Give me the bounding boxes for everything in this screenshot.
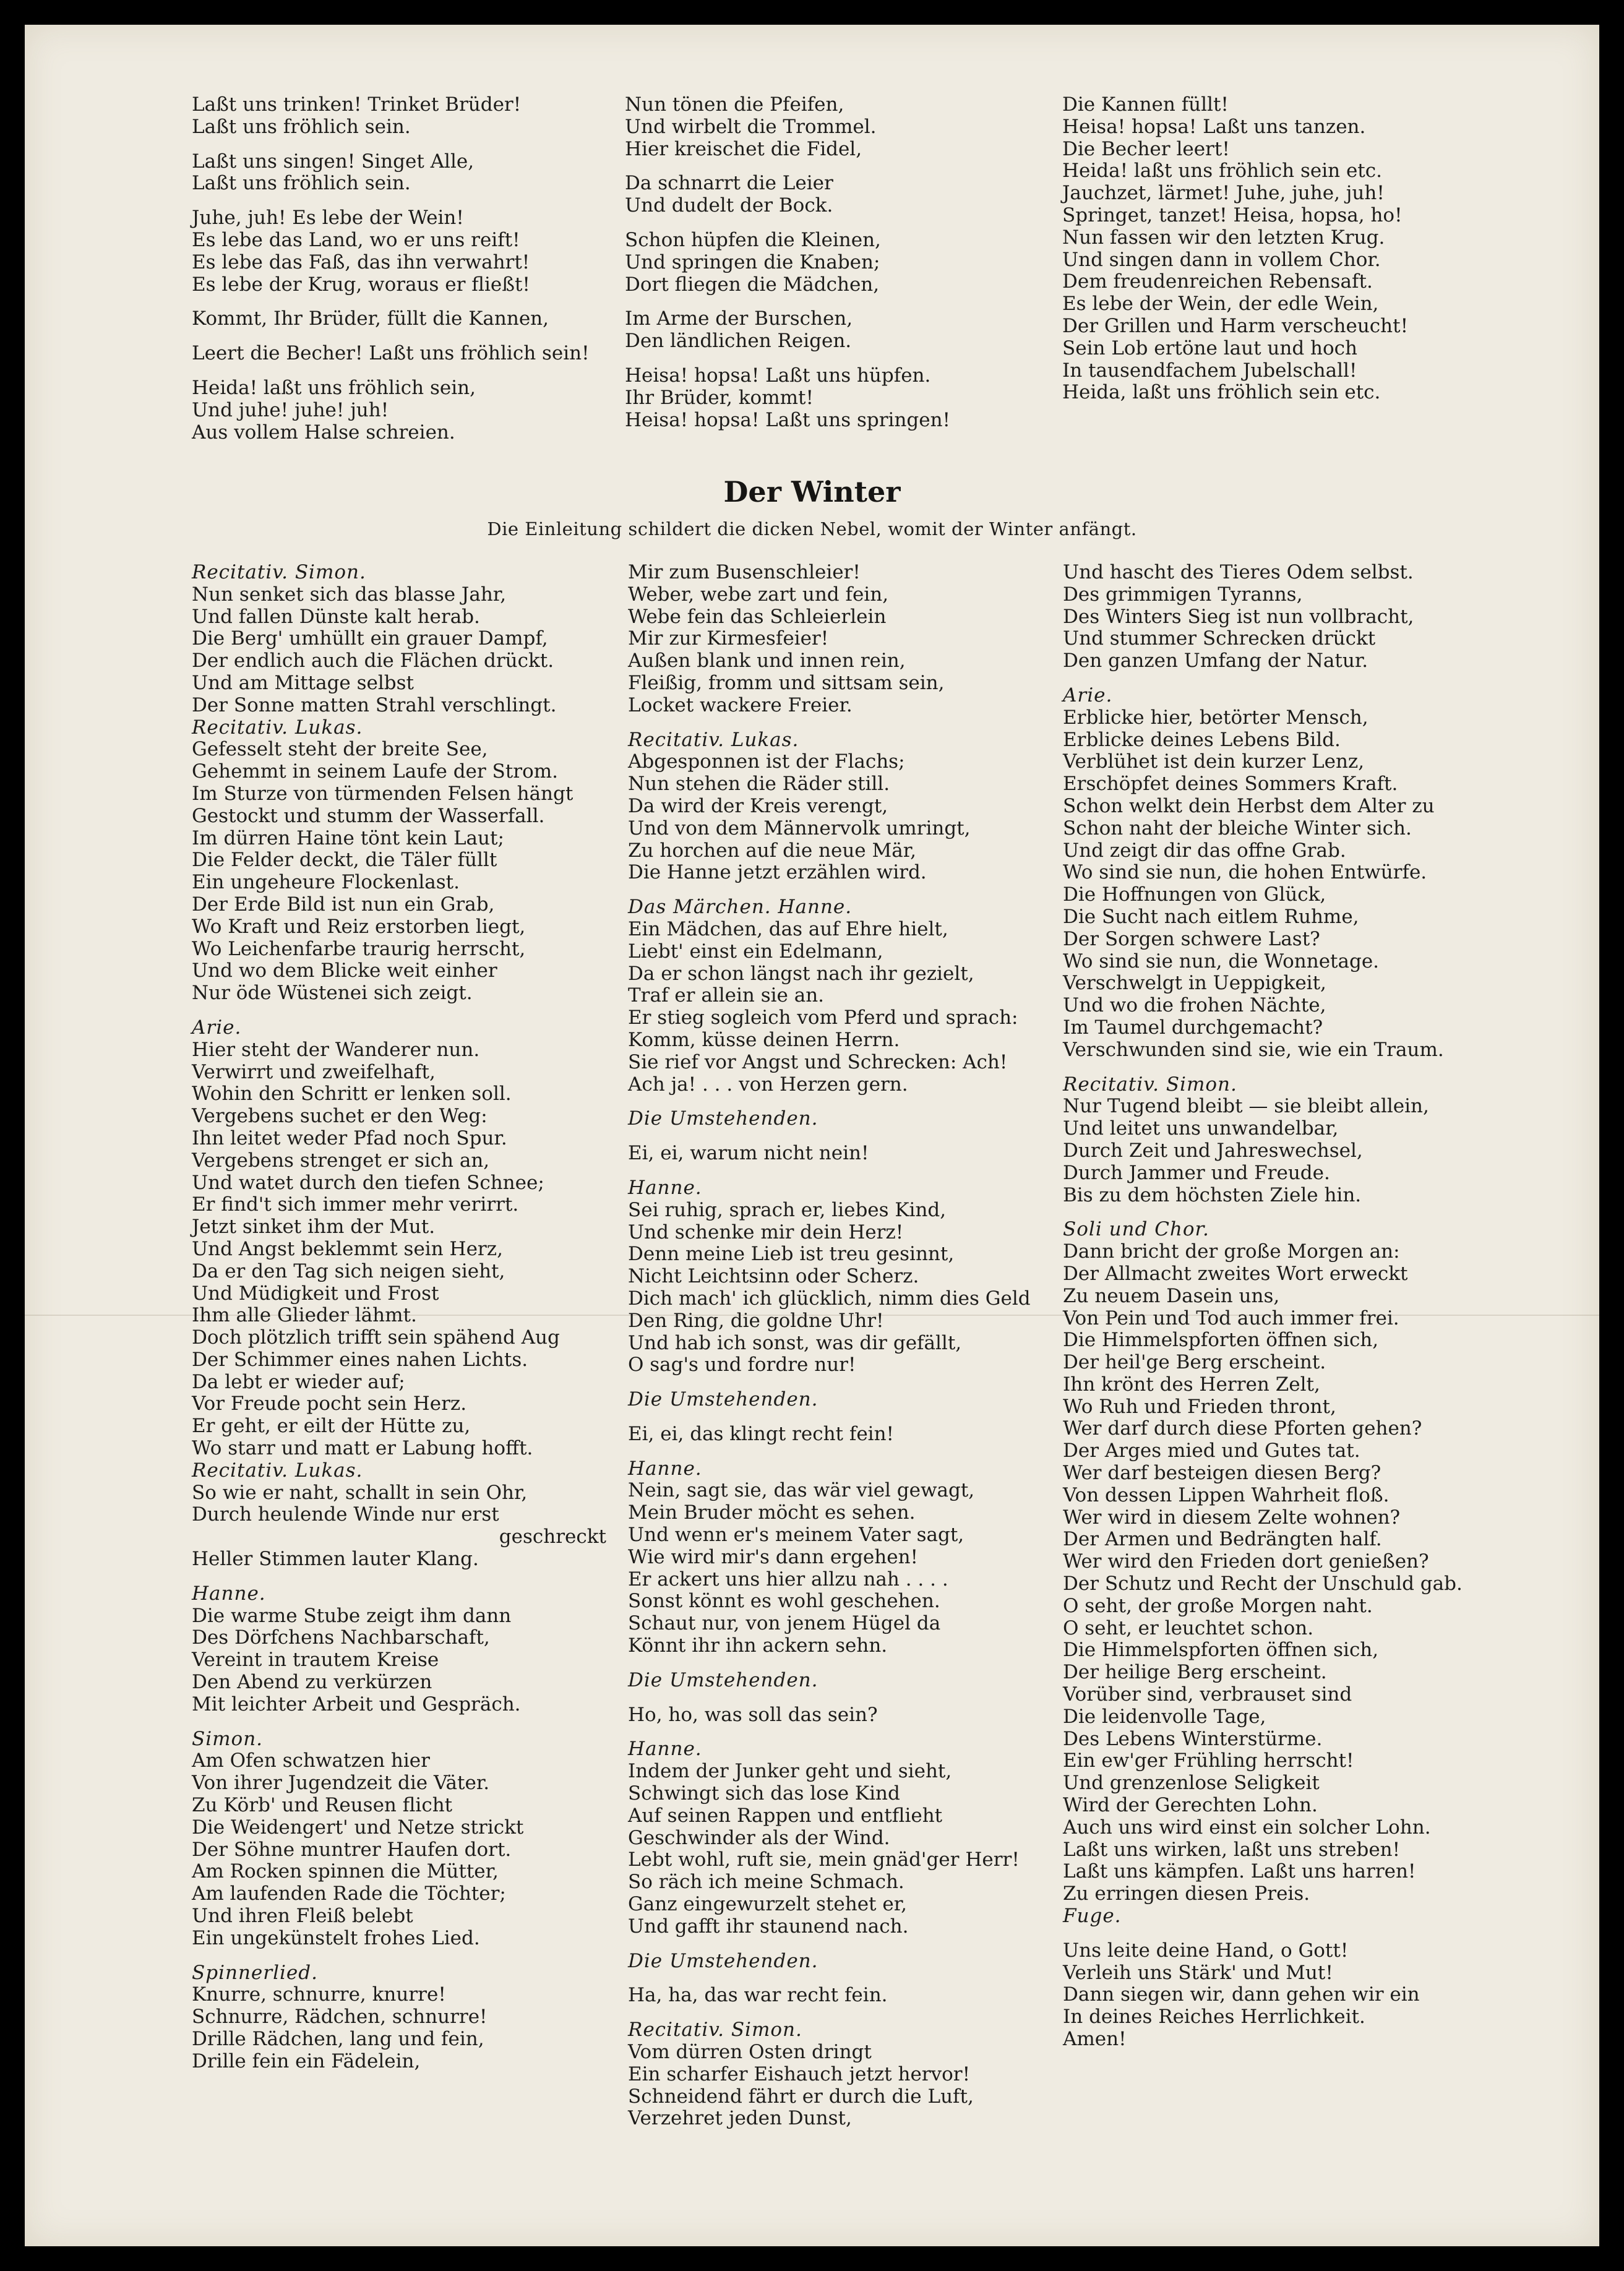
verse-line: Sei ruhig, sprach er, liebes Kind, [628, 1198, 947, 1221]
section-heading: Die Umstehenden. [628, 1949, 818, 1972]
verse-line: Auf seinen Rappen und entflieht [628, 1804, 943, 1827]
stanza-gap [628, 1657, 1031, 1670]
verse-line: Die Kannen füllt! [1062, 93, 1229, 116]
verse-line: Drille Rädchen, lang und fein, [192, 2028, 484, 2050]
verse-line: Verwirrt und zweifelhaft, [192, 1060, 436, 1083]
section-heading: Hanne. [628, 1738, 702, 1761]
verse-line: Geschwinder als der Wind. [628, 1826, 890, 1849]
verse-line: Der Schimmer eines nahen Lichts. [192, 1348, 528, 1371]
verse-line: Knurre, schnurre, knurre! [192, 1983, 446, 2006]
verse-line: Der Sonne matten Strahl verschlingt. [192, 693, 557, 716]
section-heading: Simon. [192, 1727, 264, 1750]
verse-line: O seht, er leuchtet schon. [1063, 1616, 1314, 1639]
verse-line: Vergebens suchet er den Weg: [192, 1105, 488, 1128]
stanza-gap [1063, 672, 1463, 685]
verse-line: O seht, der große Morgen naht. [1063, 1594, 1373, 1617]
stanza-gap [192, 139, 590, 151]
verse-line: Dort fliegen die Mädchen, [625, 273, 880, 296]
verse-line: Der Erde Bild ist nun ein Grab, [192, 893, 495, 916]
verse-line: Der heilige Berg erscheint. [1063, 1661, 1327, 1684]
verse-line: Und Angst beklemmt sein Herz, [192, 1237, 503, 1260]
verse-line: Ihn krönt des Herren Zelt, [1063, 1373, 1320, 1396]
verse-line: Doch plötzlich trifft sein spähend Aug [192, 1326, 560, 1349]
verse-line: Schaut nur, von jenem Hügel da [628, 1612, 941, 1635]
stanza-gap [192, 330, 590, 343]
verse-line: Der heil'ge Berg erscheint. [1063, 1351, 1326, 1374]
verse-line: Gestockt und stumm der Wasserfall. [192, 804, 545, 827]
verse-line: Der Armen und Bedrängten half. [1063, 1528, 1382, 1551]
verse-line: Nun tönen die Pfeifen, [625, 93, 844, 116]
verse-line: Jauchzet, lärmet! Juhe, juhe, juh! [1062, 182, 1385, 205]
verse-line: Die leidenvolle Tage, [1063, 1705, 1266, 1728]
verse-line: Ihn leitet weder Pfad noch Spur. [192, 1127, 507, 1149]
verse-line: Verschwunden sind sie, wie ein Traum. [1063, 1038, 1444, 1061]
verse-line: Ihr Brüder, kommt! [625, 386, 814, 409]
verse-line: Und wirbelt die Trommel. [625, 115, 877, 138]
verse-line: Und ihren Fleiß belebt [192, 1905, 413, 1928]
verse-line: Vom dürren Osten dringt [628, 2041, 872, 2064]
verse-line: Er ackert uns hier allzu nah . . . . [628, 1568, 948, 1591]
stanza-gap [192, 365, 590, 377]
verse-line: Ach ja! . . . von Herzen gern. [628, 1073, 908, 1096]
verse-line: Am Ofen schwatzen hier [192, 1749, 430, 1772]
section-heading: Die Umstehenden. [628, 1388, 818, 1411]
verse-line: Erschöpfet deines Sommers Kraft. [1063, 773, 1398, 796]
verse-line: Nur öde Wüstenei sich zeigt. [192, 982, 473, 1005]
verse-line: Ho, ho, was soll das sein? [628, 1703, 878, 1726]
stanza-gap [192, 1571, 606, 1583]
verse-line: Verblühet ist dein kurzer Lenz, [1063, 750, 1365, 773]
verse-line: Wo Leichenfarbe traurig herrscht, [192, 937, 526, 960]
stanza-gap [628, 717, 1031, 729]
verse-line: Und singen dann in vollem Chor. [1062, 248, 1381, 271]
verse-line: Wo starr und matt er Labung hofft. [192, 1437, 533, 1460]
verse-line: Wie wird mir's dann ergehen! [628, 1545, 919, 1568]
section-heading: Recitativ. Lukas. [628, 728, 799, 751]
verse-line: Denn meine Lieb ist treu gesinnt, [628, 1243, 955, 1266]
verse-line: Ganz eingewurzelt stehet er, [628, 1893, 907, 1916]
verse-line: Und juhe! juhe! juh! [192, 398, 389, 421]
verse-line: Laßt uns fröhlich sein. [192, 172, 411, 195]
verse-line: Aus vollem Halse schreien. [192, 421, 455, 444]
stanza-gap [628, 1165, 1031, 1177]
section-subtitle: Die Einleitung schildert die dicken Nebel, womit der Winter anfängt. [487, 518, 1137, 539]
section-heading: Spinnerlied. [192, 1961, 318, 1984]
verse-line: Heisa! hopsa! Laßt uns tanzen. [1062, 115, 1366, 138]
verse-line: Vor Freude pocht sein Herz. [192, 1393, 467, 1415]
verse-line: Den Ring, die goldne Uhr! [628, 1309, 884, 1332]
verse-line: Der endlich auch die Flächen drückt. [192, 650, 554, 672]
verse-line: Im Taumel durchgemacht? [1063, 1016, 1323, 1039]
verse-line: Da lebt er wieder auf; [192, 1370, 405, 1393]
stanza-gap [192, 1716, 606, 1728]
verse-line: Erblicke deines Lebens Bild. [1063, 728, 1341, 751]
verse-line: Den ländlichen Reigen. [625, 330, 852, 353]
verse-line: Die Hoffnungen von Glück, [1063, 883, 1326, 906]
verse-line: Ein Mädchen, das auf Ehre hielt, [628, 917, 948, 940]
stanza-gap [628, 1446, 1031, 1458]
verse-line: Laßt uns fröhlich sein. [192, 115, 411, 138]
verse-line: Dann siegen wir, dann gehen wir ein [1063, 1983, 1420, 2006]
verse-line: Schwingt sich das lose Kind [628, 1782, 900, 1805]
verse-line: Nun fassen wir den letzten Krug. [1062, 226, 1385, 249]
verse-line: Wer wird den Frieden dort genießen? [1063, 1550, 1429, 1573]
top-column-1 [192, 94, 590, 444]
verse-line: Heisa! hopsa! Laßt uns hüpfen. [625, 364, 931, 387]
verse-line: Fleißig, fromm und sittsam sein, [628, 671, 945, 694]
verse-line: Der Grillen und Harm verscheucht! [1062, 314, 1409, 337]
stanza-gap [628, 1096, 1031, 1108]
verse-line: Und zeigt dir das offne Grab. [1063, 839, 1346, 862]
verse-line: Es lebe das Land, wo er uns reift! [192, 228, 520, 251]
verse-line: Mir zur Kirmesfeier! [628, 627, 829, 650]
verse-line: Verschwelgt in Ueppigkeit, [1063, 972, 1326, 995]
verse-line: Komm, küsse deinen Herrn. [628, 1028, 900, 1051]
verse-line: Drille fein ein Fädelein, [192, 2050, 421, 2072]
verse-line: Die Himmelspforten öffnen sich, [1063, 1329, 1379, 1352]
verse-line: Da er den Tag sich neigen sieht, [192, 1260, 505, 1282]
bottom-column-2 [628, 562, 1031, 2130]
verse-line: Schon naht der bleiche Winter sich. [1063, 817, 1412, 839]
stanza-gap [192, 1005, 606, 1017]
verse-line: O sag's und fordre nur! [628, 1354, 856, 1376]
verse-line: So räch ich meine Schmach. [628, 1871, 904, 1894]
verse-line: Ein ungeheure Flockenlast. [192, 871, 460, 894]
verse-line: Und grenzenlose Seligkeit [1063, 1772, 1320, 1795]
verse-line: Ein ew'ger Frühling herrscht! [1063, 1749, 1354, 1772]
verse-line: Und wenn er's meinem Vater sagt, [628, 1524, 965, 1547]
verse-line: Sonst könnt es wohl geschehen. [628, 1590, 940, 1613]
verse-line: Schnurre, Rädchen, schnurre! [192, 2006, 488, 2028]
verse-line: Da wird der Kreis verengt, [628, 794, 888, 817]
verse-line: Laßt uns wirken, laßt uns streben! [1063, 1838, 1401, 1861]
verse-line: Vergebens strenget er sich an, [192, 1149, 490, 1172]
verse-line: Die Berg' umhüllt ein grauer Dampf, [192, 627, 548, 650]
stanza-gap [625, 217, 950, 230]
verse-line: Heida! laßt uns fröhlich sein etc. [1062, 160, 1382, 182]
verse-line: Leert die Becher! Laßt uns fröhlich sein! [192, 342, 590, 365]
verse-line: Durch Zeit und Jahreswechsel, [1063, 1139, 1363, 1162]
verse-line: Und watet durch den tiefen Schnee; [192, 1171, 544, 1194]
verse-line: Durch Jammer und Freude. [1063, 1161, 1330, 1184]
verse-line: Im Arme der Burschen, [625, 307, 853, 330]
verse-line: Des Winters Sieg ist nun vollbracht, [1063, 605, 1414, 628]
verse-line: Laßt uns kämpfen. Laßt uns harren! [1063, 1860, 1416, 1883]
verse-line: Gefesselt steht der breite See, [192, 738, 488, 761]
verse-line: Laßt uns singen! Singet Alle, [192, 150, 475, 173]
verse-line: Ei, ei, das klingt recht fein! [628, 1422, 895, 1445]
verse-line: Hier kreischet die Fidel, [625, 137, 862, 160]
verse-line: Nur Tugend bleibt — sie bleibt allein, [1063, 1095, 1429, 1118]
verse-line: Zu horchen auf die neue Mär, [628, 839, 916, 862]
section-heading: Soli und Chor. [1063, 1218, 1209, 1241]
verse-line: Verleih uns Stärk' und Mut! [1063, 1961, 1333, 1984]
stanza-gap [1063, 1928, 1463, 1940]
stanza-gap [625, 296, 950, 308]
verse-line: Nun stehen die Räder still. [628, 773, 890, 796]
verse-line: Zu erringen diesen Preis. [1063, 1882, 1310, 1905]
verse-line: Und gafft ihr staunend nach. [628, 1915, 909, 1938]
section-heading: Recitativ. Lukas. [192, 1459, 363, 1482]
stanza-gap [192, 195, 590, 207]
bottom-column-3 [1063, 562, 1463, 2051]
verse-line: Die Sucht nach eitlem Ruhme, [1063, 905, 1359, 928]
stanza-gap [628, 1726, 1031, 1738]
verse-line: Lebt wohl, ruft sie, mein gnäd'ger Herr! [628, 1848, 1020, 1871]
verse-line: Wird der Gerechten Lohn. [1063, 1794, 1318, 1817]
section-heading: Hanne. [628, 1457, 702, 1480]
verse-line: Nein, sagt sie, das wär viel gewagt, [628, 1479, 975, 1502]
verse-line: Abgesponnen ist der Flachs; [628, 750, 905, 773]
stanza-gap [192, 296, 590, 308]
verse-line: Da schnarrt die Leier [625, 172, 833, 195]
verse-line: Der Arges mied und Gutes tat. [1063, 1440, 1360, 1462]
section-heading: Das Märchen. Hanne. [628, 896, 853, 919]
verse-line: Die Himmelspforten öffnen sich, [1063, 1639, 1379, 1662]
verse-line: Mein Bruder möcht es sehen. [628, 1501, 916, 1524]
stanza-gap [628, 1938, 1031, 1951]
verse-line: Im dürren Haine tönt kein Laut; [192, 826, 504, 849]
verse-line: Bis zu dem höchsten Ziele hin. [1063, 1183, 1362, 1206]
verse-line: Hier steht der Wanderer nun. [192, 1038, 480, 1061]
verse-line: Und stummer Schrecken drückt [1063, 627, 1376, 650]
verse-line: Wo sind sie nun, die Wonnetage. [1063, 950, 1380, 972]
verse-line: Und wo die frohen Nächte, [1063, 994, 1326, 1017]
verse-line: Schon hüpfen die Kleinen, [625, 228, 881, 251]
verse-line: Von Pein und Tod auch immer frei. [1063, 1307, 1399, 1329]
verse-line: Indem der Junker geht und sieht, [628, 1760, 952, 1783]
verse-line: Wer wird in diesem Zelte wohnen? [1063, 1506, 1401, 1529]
verse-line: Des Lebens Winterstürme. [1063, 1727, 1323, 1750]
verse-line: Wo sind sie nun, die hohen Entwürfe. [1063, 861, 1427, 884]
stanza-gap [628, 2007, 1031, 2019]
verse-line: Vorüber sind, verbrauset sind [1063, 1683, 1352, 1706]
stanza-gap [628, 1411, 1031, 1423]
verse-line: Heida! laßt uns fröhlich sein, [192, 376, 476, 399]
section-heading: Recitativ. Simon. [628, 2019, 802, 2041]
verse-line: Der Schutz und Recht der Unschuld gab. [1063, 1573, 1463, 1595]
verse-line: Nicht Leichtsinn oder Scherz. [628, 1265, 919, 1288]
verse-line: Die warme Stube zeigt ihm dann [192, 1604, 512, 1627]
verse-line: Es lebe das Faß, das ihn verwahrt! [192, 251, 530, 273]
verse-line: Heisa! hopsa! Laßt uns springen! [625, 408, 951, 431]
verse-line: Der Sorgen schwere Last? [1063, 927, 1320, 950]
section-heading: Recitativ. Simon. [192, 561, 366, 583]
verse-line: Ein scharfer Eishauch jetzt hervor! [628, 2063, 971, 2085]
verse-line: Wer darf durch diese Pforten gehen? [1063, 1417, 1422, 1440]
verse-line: Kommt, Ihr Brüder, füllt die Kannen, [192, 307, 549, 330]
verse-line: Die Becher leert! [1062, 137, 1230, 160]
verse-line: Dich mach' ich glücklich, nimm dies Geld [628, 1287, 1031, 1310]
verse-line: Und dudelt der Bock. [625, 194, 833, 217]
verse-line: Dem freudenreichen Rebensaft. [1062, 270, 1373, 293]
verse-line: Da er schon längst nach ihr gezielt, [628, 962, 974, 985]
verse-line: Schon welkt dein Herbst dem Alter zu [1063, 794, 1435, 817]
verse-line: Uns leite deine Hand, o Gott! [1063, 1939, 1349, 1962]
verse-line: Im Sturze von türmenden Felsen hängt [192, 782, 574, 805]
verse-line: Den ganzen Umfang der Natur. [1063, 650, 1368, 672]
bottom-column-1 [192, 562, 606, 2073]
stanza-gap [625, 160, 950, 173]
section-heading: Die Umstehenden. [628, 1107, 818, 1130]
stanza-gap [628, 1972, 1031, 1985]
verse-line: Locket wackere Freier. [628, 693, 853, 716]
section-heading: Die Umstehenden. [628, 1668, 818, 1691]
verse-line: Und schenke mir dein Herz! [628, 1221, 904, 1243]
verse-line: Er stieg sogleich vom Pferd und sprach: [628, 1007, 1018, 1029]
section-heading: Hanne. [192, 1582, 266, 1605]
verse-line: In deines Reiches Herrlichkeit. [1063, 2006, 1365, 2028]
verse-line: Des Dörfchens Nachbarschaft, [192, 1626, 490, 1649]
verse-line: Heida, laßt uns fröhlich sein etc. [1062, 381, 1381, 404]
section-heading: Recitativ. Simon. [1063, 1073, 1237, 1096]
verse-line: Zu Körb' und Reusen flicht [192, 1794, 453, 1817]
verse-line: Ha, ha, das war recht fein. [628, 1984, 888, 2007]
verse-line: Er geht, er eilt der Hütte zu, [192, 1415, 471, 1438]
verse-line: Der Söhne muntrer Haufen dort. [192, 1838, 512, 1861]
verse-line: Von dessen Lippen Wahrheit floß. [1063, 1483, 1390, 1506]
verse-line: Und springen die Knaben; [625, 251, 880, 273]
verse-line: geschreckt [499, 1526, 606, 1548]
verse-line: Und fallen Dünste kalt herab. [192, 605, 480, 628]
section-title: Der Winter [723, 475, 901, 509]
verse-line: Ihm alle Glieder lähmt. [192, 1304, 417, 1327]
verse-line: Schneidend fährt er durch die Luft, [628, 2085, 974, 2108]
verse-line: Ei, ei, warum nicht nein! [628, 1142, 869, 1165]
verse-line: Und leitet uns unwandelbar, [1063, 1117, 1339, 1140]
verse-line: Juhe, juh! Es lebe der Wein! [192, 207, 464, 230]
verse-line: Verzehret jeden Dunst, [628, 2107, 852, 2130]
verse-line: Weber, webe zart und fein, [628, 583, 889, 606]
verse-line: Wohin den Schritt er lenken soll. [192, 1083, 512, 1105]
verse-line: Am Rocken spinnen die Mütter, [192, 1860, 499, 1883]
verse-line: Nun senket sich das blasse Jahr, [192, 583, 507, 606]
verse-line: Erblicke hier, betörter Mensch, [1063, 706, 1368, 729]
section-heading: Arie. [192, 1016, 242, 1039]
verse-line: Auch uns wird einst ein solcher Lohn. [1063, 1816, 1431, 1839]
stanza-gap [628, 884, 1031, 896]
verse-line: Des grimmigen Tyranns, [1063, 583, 1303, 606]
verse-line: Jetzt sinket ihm der Mut. [192, 1216, 436, 1239]
verse-line: Und am Mittage selbst [192, 671, 414, 694]
verse-line: Und Müdigkeit und Frost [192, 1282, 439, 1305]
page-sheet [25, 25, 1599, 2246]
verse-line: Liebt' einst ein Edelmann, [628, 940, 883, 963]
verse-line: Amen! [1063, 2028, 1127, 2050]
stanza-gap [628, 1376, 1031, 1389]
verse-line: Sein Lob ertöne laut und hoch [1062, 337, 1357, 359]
verse-line: Gehemmt in seinem Laufe der Strom. [192, 760, 558, 783]
stanza-gap [1063, 1206, 1463, 1219]
verse-line: Durch heulende Winde nur erst [192, 1503, 499, 1526]
verse-line: Ein ungekünstelt frohes Lied. [192, 1926, 480, 1949]
verse-line: Außen blank und innen rein, [628, 650, 906, 672]
verse-line: Traf er allein sie an. [628, 984, 825, 1007]
stanza-gap [628, 1692, 1031, 1704]
verse-line: In tausendfachem Jubelschall! [1062, 359, 1357, 382]
verse-line: Wo Ruh und Frieden thront, [1063, 1395, 1336, 1418]
verse-line: Dann bricht der große Morgen an: [1063, 1240, 1400, 1263]
verse-line: Wer darf besteigen diesen Berg? [1063, 1462, 1381, 1485]
top-column-3 [1062, 94, 1408, 404]
verse-line: Und wo dem Blicke weit einher [192, 959, 497, 982]
verse-line: Die Hanne jetzt erzählen wird. [628, 861, 927, 884]
verse-line: Mir zum Busenschleier! [628, 561, 861, 583]
top-column-2 [625, 94, 950, 431]
stanza-gap [625, 353, 950, 365]
verse-line: Die Weidengert' und Netze strickt [192, 1816, 524, 1839]
verse-line: Er find't sich immer mehr verirrt. [192, 1193, 519, 1216]
section-heading: Hanne. [628, 1176, 702, 1199]
section-heading: Fuge. [1063, 1905, 1122, 1928]
verse-line: Heller Stimmen lauter Klang. [192, 1548, 479, 1571]
verse-line: Die Felder deckt, die Täler füllt [192, 849, 497, 872]
verse-line: Mit leichter Arbeit und Gespräch. [192, 1693, 521, 1715]
stanza-gap [1063, 1062, 1463, 1074]
verse-line: Sie rief vor Angst und Schrecken: Ach! [628, 1050, 1008, 1073]
verse-line: Vereint in trautem Kreise [192, 1649, 439, 1672]
verse-line: Laßt uns trinken! Trinket Brüder! [192, 93, 522, 116]
verse-line: Zu neuem Dasein uns, [1063, 1284, 1280, 1307]
verse-line: Und von dem Männervolk umringt, [628, 817, 971, 839]
verse-line: So wie er naht, schallt in sein Ohr, [192, 1481, 528, 1504]
verse-line: Es lebe der Wein, der edle Wein, [1062, 293, 1379, 316]
verse-line: Und hab ich sonst, was dir gefällt, [628, 1331, 962, 1354]
verse-line: Springet, tanzet! Heisa, hopsa, ho! [1062, 204, 1403, 226]
verse-line: Von ihrer Jugendzeit die Väter. [192, 1772, 490, 1795]
verse-line: Und hascht des Tieres Odem selbst. [1063, 561, 1414, 583]
verse-line: Webe fein das Schleierlein [628, 605, 887, 628]
stanza-gap [628, 1130, 1031, 1143]
stanza-gap [192, 1950, 606, 1962]
verse-line: Den Abend zu verkürzen [192, 1671, 432, 1694]
verse-line: Am laufenden Rade die Töchter; [192, 1882, 506, 1905]
verse-line: Wo Kraft und Reiz erstorben liegt, [192, 915, 526, 938]
section-heading: Recitativ. Lukas. [192, 716, 363, 739]
verse-line: Könnt ihr ihn ackern sehn. [628, 1634, 888, 1657]
verse-line: Der Allmacht zweites Wort erweckt [1063, 1262, 1408, 1285]
section-heading: Arie. [1063, 684, 1113, 706]
verse-line: Es lebe der Krug, woraus er fließt! [192, 273, 530, 296]
